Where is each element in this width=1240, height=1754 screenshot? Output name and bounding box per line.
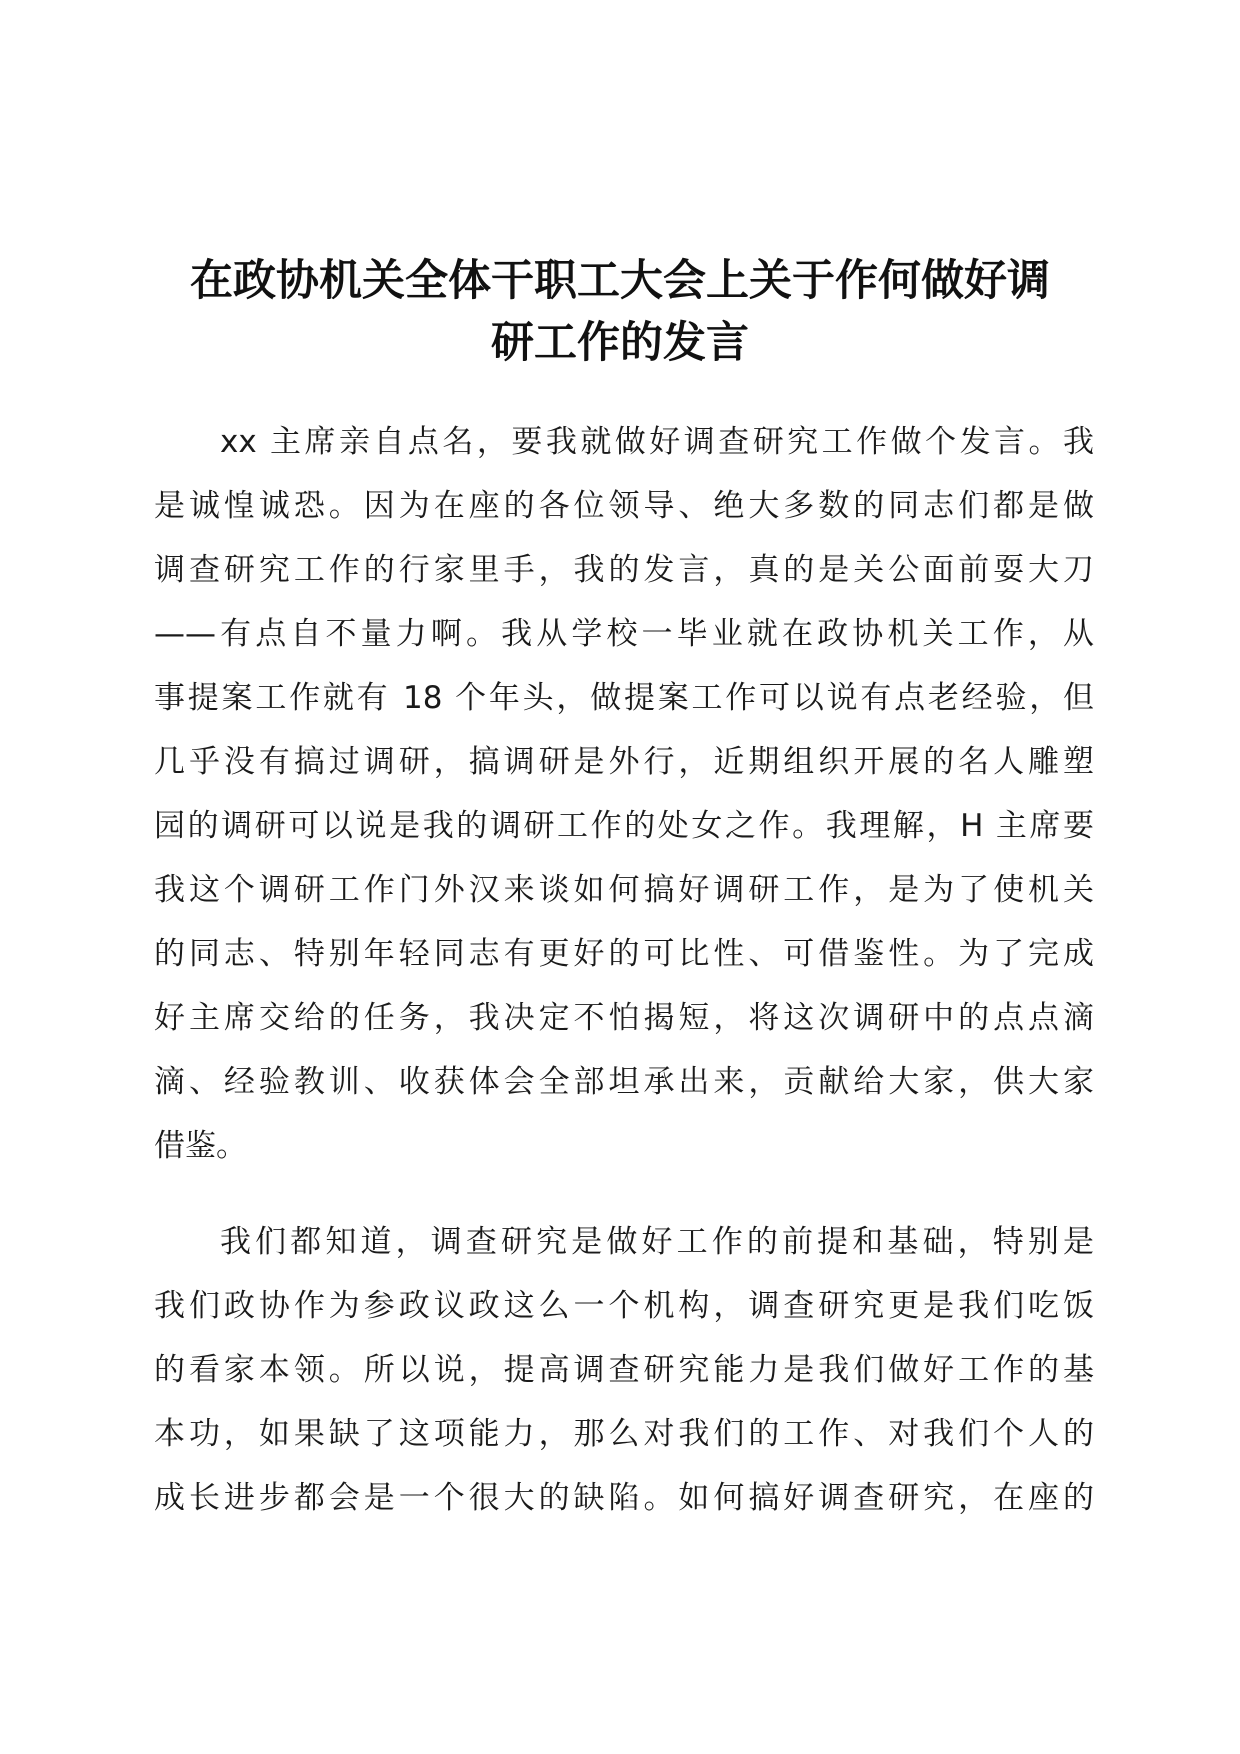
text-line: 的看家本领。所以说，提高调查研究能力是我们做好工作的基 xyxy=(154,1352,1094,1388)
text-line: 是诚惶诚恐。因为在座的各位领导、绝大多数的同志们都是做 xyxy=(154,488,1094,524)
text-line: ——有点自不量力啊。我从学校一毕业就在政协机关工作，从 xyxy=(154,616,1094,652)
text-line: 我这个调研工作门外汉来谈如何搞好调研工作，是为了使机关 xyxy=(154,872,1094,908)
text-line: 借鉴。 xyxy=(154,1128,247,1164)
document-title xyxy=(150,250,1090,374)
document-body xyxy=(154,410,1094,1530)
text-line: 滴、经验教训、收获体会全部坦承出来，贡献给大家，供大家 xyxy=(154,1064,1094,1100)
title-line: 在政协机关全体干职工大会上关于作何做好调 xyxy=(190,256,1050,306)
title-line: 研工作的发言 xyxy=(491,318,749,368)
text-line: 好主席交给的任务，我决定不怕揭短，将这次调研中的点点滴 xyxy=(154,1000,1094,1036)
text-line: 我们政协作为参政议政这么一个机构，调查研究更是我们吃饭 xyxy=(154,1288,1094,1324)
text-line: 调查研究工作的行家里手，我的发言，真的是关公面前耍大刀 xyxy=(154,552,1094,588)
paragraph xyxy=(154,410,1094,1178)
text-line: 成长进步都会是一个很大的缺陷。如何搞好调查研究，在座的 xyxy=(154,1480,1094,1516)
paragraph xyxy=(154,1210,1094,1530)
text-line: xx 主席亲自点名，要我就做好调查研究工作做个发言。我 xyxy=(220,424,1094,460)
text-line: 园的调研可以说是我的调研工作的处女之作。我理解，H 主席要 xyxy=(154,808,1094,844)
text-line: 几乎没有搞过调研，搞调研是外行，近期组织开展的名人雕塑 xyxy=(154,744,1094,780)
text-line: 的同志、特别年轻同志有更好的可比性、可借鉴性。为了完成 xyxy=(154,936,1094,972)
text-line: 本功，如果缺了这项能力，那么对我们的工作、对我们个人的 xyxy=(154,1416,1094,1452)
text-line: 我们都知道，调查研究是做好工作的前提和基础，特别是 xyxy=(220,1224,1094,1260)
text-line: 事提案工作就有 18 个年头，做提案工作可以说有点老经验，但 xyxy=(154,680,1094,716)
